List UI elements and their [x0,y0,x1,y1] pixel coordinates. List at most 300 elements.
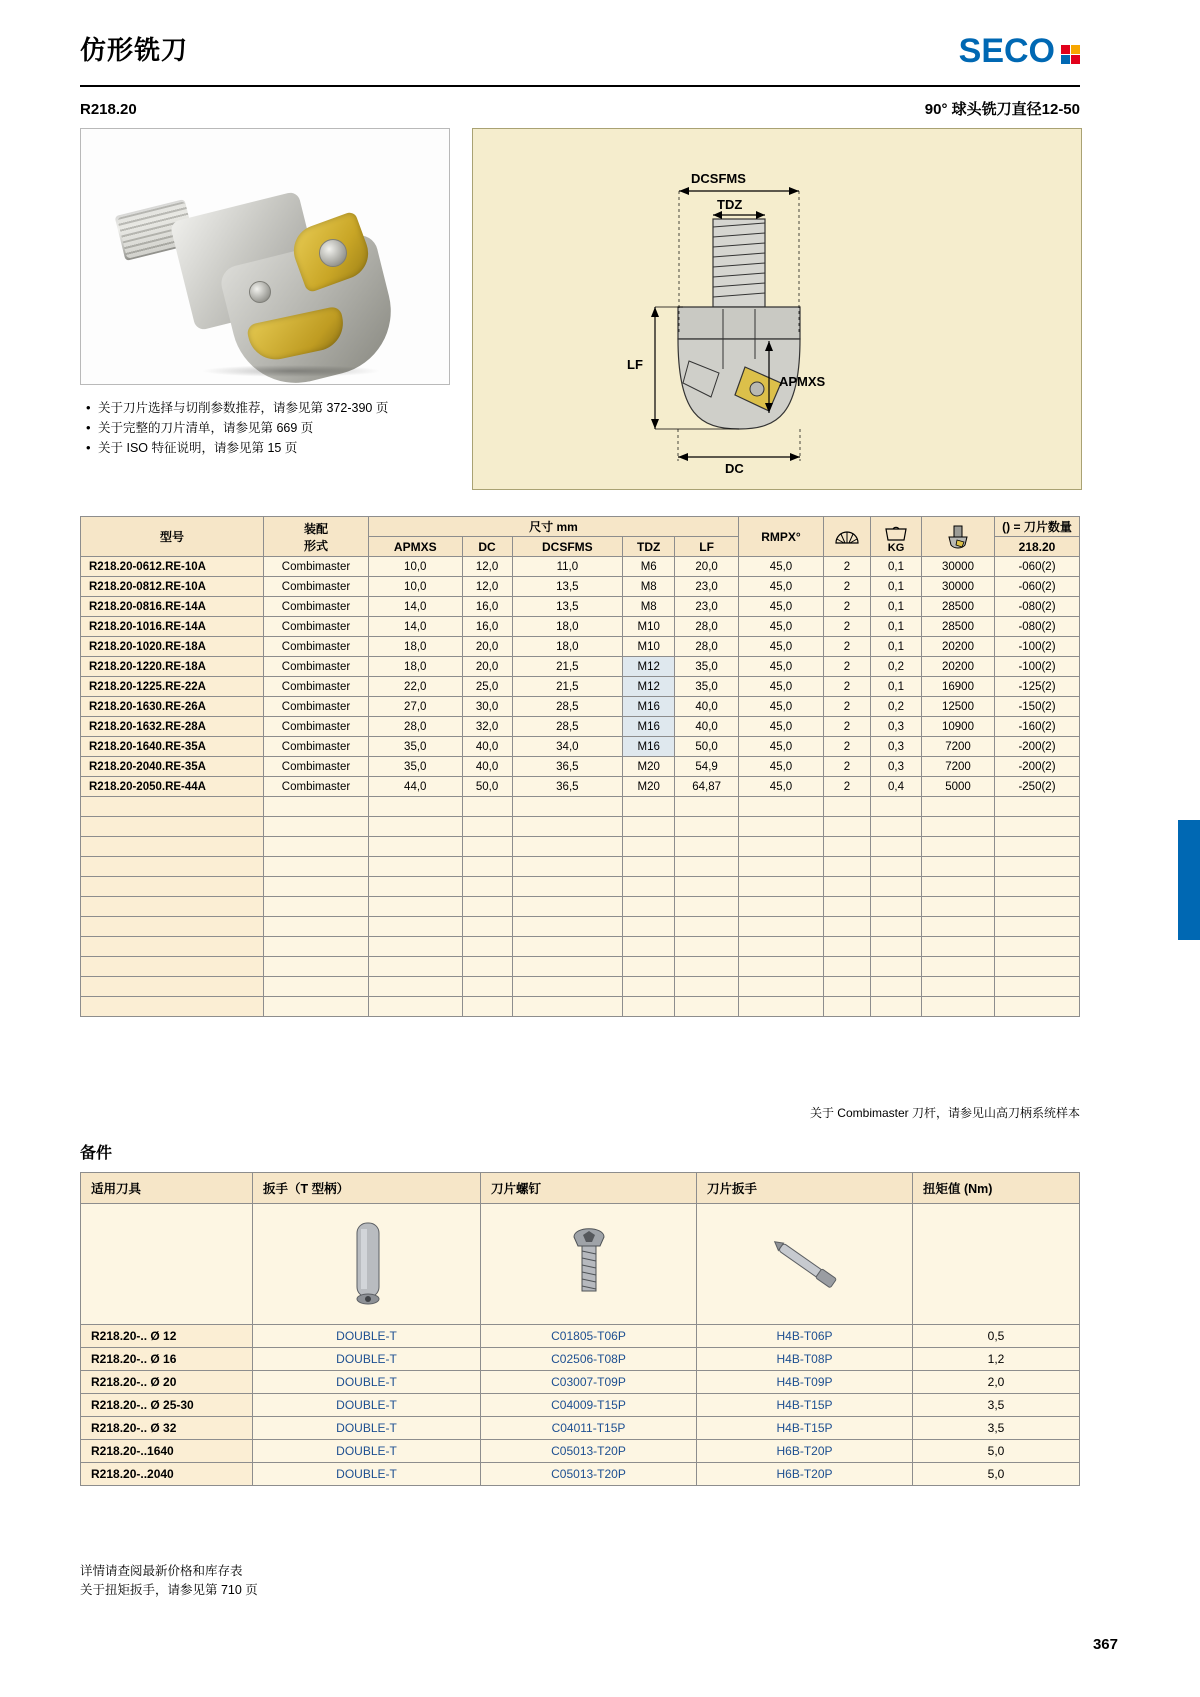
cell-dcsfms: 34,0 [512,737,623,757]
cell-empty [922,817,995,837]
cell-rmpx: 45,0 [739,577,824,597]
specification-table-body [81,557,1080,1017]
cell-rmpx: 45,0 [739,697,824,717]
table-row [81,737,1080,757]
table-row [81,597,1080,617]
cell-model: R218.20-1640.RE-35A [81,737,264,757]
diagram-label-lf: LF [627,357,643,372]
cell-empty [995,877,1080,897]
col-insert-series: 218.20 [995,537,1080,557]
cell-dc: 40,0 [462,737,512,757]
cell-lf: 64,87 [675,777,739,797]
cell-empty [81,797,264,817]
cell-rmpx: 45,0 [739,597,824,617]
cell-rmpx: 45,0 [739,777,824,797]
cell-empty [264,997,369,1017]
note-text: 关于刀片选择与切削参数推荐，请参见第 372-390 页 [98,401,389,415]
cell-apmxs: 18,0 [369,637,463,657]
cell-model: R218.20-1630.RE-26A [81,697,264,717]
cell-model: R218.20-2040.RE-35A [81,757,264,777]
cell-teeth: 2 [824,557,871,577]
cell-rmpx: 45,0 [739,637,824,657]
cell-assembly: Combimaster [264,557,369,577]
cell-empty [824,897,871,917]
cell-lf: 54,9 [675,757,739,777]
cell-tdz: M16 [623,737,675,757]
cell-empty [369,977,463,997]
cell-rmpx: 45,0 [739,617,824,637]
cell-empty [995,897,1080,917]
table-row [81,617,1080,637]
cell-teeth: 2 [824,577,871,597]
cell-tdz: M12 [623,657,675,677]
table-row-empty [81,897,1080,917]
cell-empty [264,797,369,817]
cell-model: R218.20-1220.RE-18A [81,657,264,677]
page-title: 仿形铣刀 [80,35,189,65]
cell-kg: 0,1 [871,557,922,577]
accessories-image-row [81,1204,1080,1325]
col-rpm [922,517,995,557]
cell-empty [81,837,264,857]
cell-empty [675,937,739,957]
cell-dc: 40,0 [462,757,512,777]
cell-apmxs: 14,0 [369,597,463,617]
logo-text: SECO [958,32,1055,70]
cell-dcsfms: 11,0 [512,557,623,577]
cell-empty [369,997,463,1017]
header-divider [80,85,1080,87]
cell-dcsfms: 13,5 [512,597,623,617]
cell-teeth: 2 [824,677,871,697]
table-row-empty [81,857,1080,877]
acc-col-wrench: 扳手（T 型柄） [253,1173,481,1204]
cell-empty [462,957,512,977]
cell-empty [824,817,871,837]
cell-empty [512,877,623,897]
cell-apmxs: 22,0 [369,677,463,697]
cell-apmxs: 14,0 [369,617,463,637]
cell-torque: 5,0 [913,1463,1080,1486]
cell-tool: R218.20-..1640 [81,1440,253,1463]
cell-empty [512,917,623,937]
cell-empty [739,797,824,817]
table-row-empty [81,937,1080,957]
accessories-header-row [81,1173,1080,1204]
cell-empty [922,997,995,1017]
cell-dc: 25,0 [462,677,512,697]
cell-kg: 0,1 [871,577,922,597]
cell-empty [623,937,675,957]
col-assembly-line2: 形式 [303,538,328,553]
weight-icon [883,520,909,542]
cell-empty [922,937,995,957]
cell-empty [369,817,463,837]
cell-screw: C05013-T20P [481,1463,697,1486]
table-row [81,1348,1080,1371]
cell-lf: 23,0 [675,577,739,597]
cell-empty [871,997,922,1017]
cell-empty [623,797,675,817]
cell-wrench: DOUBLE-T [253,1348,481,1371]
cell-screw: C04011-T15P [481,1417,697,1440]
cell-tool: R218.20-.. Ø 12 [81,1325,253,1348]
cell-insert: -080(2) [995,617,1080,637]
cell-empty [922,977,995,997]
cell-model: R218.20-1020.RE-18A [81,637,264,657]
cell-screw: C05013-T20P [481,1440,697,1463]
cell-empty [995,997,1080,1017]
cell-tool: R218.20-..2040 [81,1463,253,1486]
cell-empty [462,977,512,997]
cell-key: H4B-T08P [697,1348,913,1371]
product-description: 90° 球头铣刀直径12-50 [924,101,1080,118]
cell-tdz: M12 [623,677,675,697]
cell-empty [81,897,264,917]
cell-model: R218.20-2050.RE-44A [81,777,264,797]
cell-tdz: M6 [623,557,675,577]
cell-rpm: 30000 [922,577,995,597]
cell-empty [369,857,463,877]
table-row [81,677,1080,697]
cell-empty [995,797,1080,817]
cell-teeth: 2 [824,657,871,677]
cell-model: R218.20-1016.RE-14A [81,617,264,637]
table-row [81,1371,1080,1394]
cell-empty [871,957,922,977]
insert-screw-icon [564,1213,614,1313]
acc-col-torque: 扭矩值 (Nm) [913,1173,1080,1204]
cell-empty [739,937,824,957]
table-row [81,697,1080,717]
col-teeth [824,517,871,557]
cell-dc: 32,0 [462,717,512,737]
rpm-icon [941,524,975,550]
cell-tdz: M8 [623,577,675,597]
cell-empty [871,877,922,897]
cell-tdz: M20 [623,757,675,777]
cell-model: R218.20-0812.RE-10A [81,577,264,597]
cell-empty [512,857,623,877]
cell-torque: 2,0 [913,1371,1080,1394]
cell-dcsfms: 28,5 [512,717,623,737]
cell-kg: 0,2 [871,697,922,717]
cell-empty [675,977,739,997]
cell-empty [922,877,995,897]
cell-insert: -080(2) [995,597,1080,617]
table-row [81,1440,1080,1463]
cell-key: H4B-T09P [697,1371,913,1394]
cell-wrench: DOUBLE-T [253,1325,481,1348]
cell-empty [512,897,623,917]
cell-empty [264,917,369,937]
cell-lf: 40,0 [675,717,739,737]
cell-empty [871,817,922,837]
cell-empty [995,957,1080,977]
table-row [81,1394,1080,1417]
cell-empty [81,977,264,997]
cell-empty [675,877,739,897]
cell-apmxs: 10,0 [369,557,463,577]
cell-empty [264,937,369,957]
accessories-table-body [81,1325,1080,1486]
table-row [81,1417,1080,1440]
cell-empty [81,937,264,957]
cell-tool: R218.20-.. Ø 32 [81,1417,253,1440]
cell-empty [995,937,1080,957]
cell-empty [675,817,739,837]
diagram-label-apmxs: APMXS [779,374,826,389]
cell-tdz: M10 [623,637,675,657]
cell-wrench: DOUBLE-T [253,1463,481,1486]
cell-apmxs: 28,0 [369,717,463,737]
cell-kg: 0,1 [871,617,922,637]
cell-rmpx: 45,0 [739,757,824,777]
cell-dcsfms: 36,5 [512,757,623,777]
cell-empty [369,837,463,857]
cell-assembly: Combimaster [264,657,369,677]
cell-empty [369,797,463,817]
cell-torque: 0,5 [913,1325,1080,1348]
cell-kg: 0,1 [871,677,922,697]
cell-empty [81,957,264,977]
cell-teeth: 2 [824,737,871,757]
subheader [80,98,1080,119]
cell-empty [824,797,871,817]
cell-dc: 12,0 [462,577,512,597]
cell-rpm: 20200 [922,637,995,657]
list-item [86,438,466,458]
col-tdz: TDZ [623,537,675,557]
cell-empty [623,817,675,837]
cell-kg: 0,2 [871,657,922,677]
cell-dcsfms: 36,5 [512,777,623,797]
cell-empty [995,917,1080,937]
cell-empty [824,857,871,877]
cell-wrench: DOUBLE-T [253,1440,481,1463]
page-footnotes [80,1562,258,1600]
cell-empty [922,797,995,817]
footnote-2: 关于扭矩扳手，请参见第 710 页 [80,1583,258,1597]
cell-rpm: 20200 [922,657,995,677]
cell-empty [739,837,824,857]
cell-empty [512,957,623,977]
product-photo-illustration [81,129,449,384]
cell-wrench: DOUBLE-T [253,1394,481,1417]
acc-image-empty [81,1204,253,1325]
table-row [81,777,1080,797]
note-text: 关于完整的刀片清单，请参见第 669 页 [98,421,314,435]
cell-empty [623,897,675,917]
cell-empty [512,997,623,1017]
cell-rpm: 7200 [922,757,995,777]
cell-empty [739,877,824,897]
reference-notes [86,398,466,458]
cell-screw: C04009-T15P [481,1394,697,1417]
product-photo [80,128,450,385]
cell-empty [369,957,463,977]
cell-model: R218.20-1632.RE-28A [81,717,264,737]
cell-assembly: Combimaster [264,777,369,797]
cell-empty [871,837,922,857]
cell-empty [995,857,1080,877]
cell-empty [512,817,623,837]
cell-empty [995,977,1080,997]
cell-dc: 12,0 [462,557,512,577]
table-row [81,717,1080,737]
cell-insert: -125(2) [995,677,1080,697]
table-row-empty [81,917,1080,937]
cell-tool: R218.20-.. Ø 16 [81,1348,253,1371]
diagram-label-dcsfms: DCSFMS [691,171,746,186]
cell-empty [824,877,871,897]
table-row [81,657,1080,677]
cell-insert: -100(2) [995,637,1080,657]
table-header-group-row [81,517,1080,537]
accessories-title: 备件 [80,1145,113,1162]
cell-lf: 35,0 [675,657,739,677]
cell-rmpx: 45,0 [739,737,824,757]
cell-empty [871,937,922,957]
cell-model: R218.20-0612.RE-10A [81,557,264,577]
cell-empty [824,997,871,1017]
cell-wrench: DOUBLE-T [253,1417,481,1440]
cell-empty [739,817,824,837]
cell-empty [81,917,264,937]
cell-dcsfms: 21,5 [512,677,623,697]
cell-empty [623,877,675,897]
cell-screw: C03007-T09P [481,1371,697,1394]
cell-empty [922,837,995,857]
cell-empty [739,897,824,917]
cell-lf: 28,0 [675,617,739,637]
cell-empty [512,837,623,857]
table-row [81,637,1080,657]
col-assembly [264,517,369,557]
cell-empty [739,917,824,937]
tool-dimension-drawing [473,129,1081,489]
col-insert-group: () = 刀片数量 [995,517,1080,537]
col-assembly-line1: 装配 [303,521,328,536]
cell-empty [922,897,995,917]
cell-empty [824,957,871,977]
cell-dcsfms: 18,0 [512,637,623,657]
cell-empty [81,817,264,837]
col-apmxs: APMXS [369,537,463,557]
table-row-empty [81,817,1080,837]
cell-empty [675,897,739,917]
cell-rpm: 7200 [922,737,995,757]
cell-teeth: 2 [824,617,871,637]
cell-empty [871,977,922,997]
cell-empty [512,937,623,957]
acc-col-screw: 刀片螺钉 [481,1173,697,1204]
cell-empty [739,857,824,877]
cell-empty [824,937,871,957]
cell-empty [675,797,739,817]
col-weight [871,517,922,557]
acc-image-key [697,1204,913,1325]
cell-empty [369,877,463,897]
cell-empty [871,897,922,917]
list-item [86,418,466,438]
table-row [81,1325,1080,1348]
acc-col-tool: 适用刀具 [81,1173,253,1204]
cell-empty [824,837,871,857]
cell-empty [675,997,739,1017]
cell-tool: R218.20-.. Ø 20 [81,1371,253,1394]
cell-empty [512,797,623,817]
col-group-dimensions: 尺寸 mm [369,517,739,537]
cell-empty [512,977,623,997]
cell-empty [264,817,369,837]
cell-teeth: 2 [824,637,871,657]
cell-empty [824,977,871,997]
cell-assembly: Combimaster [264,697,369,717]
cell-teeth: 2 [824,757,871,777]
cell-empty [264,977,369,997]
cell-dc: 16,0 [462,617,512,637]
col-model: 型号 [81,517,264,557]
section-tab [1178,820,1200,940]
cell-assembly: Combimaster [264,677,369,697]
cell-kg: 0,3 [871,717,922,737]
cell-screw: C02506-T08P [481,1348,697,1371]
cell-empty [675,957,739,977]
cell-tdz: M10 [623,617,675,637]
cell-model: R218.20-0816.RE-14A [81,597,264,617]
bullet-icon: • [86,400,91,415]
cell-screw: C01805-T06P [481,1325,697,1348]
cell-tdz: M8 [623,597,675,617]
cell-dcsfms: 28,5 [512,697,623,717]
cell-empty [824,917,871,937]
cell-empty [462,837,512,857]
table-row [81,757,1080,777]
cell-key: H4B-T15P [697,1394,913,1417]
cell-teeth: 2 [824,777,871,797]
cell-teeth: 2 [824,717,871,737]
accessories-table [80,1172,1080,1486]
cell-empty [462,857,512,877]
cell-empty [995,837,1080,857]
cell-rpm: 12500 [922,697,995,717]
cell-lf: 28,0 [675,637,739,657]
table-row [81,557,1080,577]
cell-insert: -200(2) [995,757,1080,777]
cell-empty [871,917,922,937]
technical-diagram [472,128,1082,490]
cell-empty [264,897,369,917]
cell-rpm: 28500 [922,597,995,617]
cell-empty [922,857,995,877]
cell-apmxs: 44,0 [369,777,463,797]
cell-empty [264,877,369,897]
cell-kg: 0,1 [871,637,922,657]
cell-dcsfms: 18,0 [512,617,623,637]
col-weight-label: KG [887,541,905,554]
teeth-icon [832,527,862,547]
acc-image-wrench [253,1204,481,1325]
cell-insert: -150(2) [995,697,1080,717]
cell-assembly: Combimaster [264,737,369,757]
cell-empty [81,997,264,1017]
cell-rmpx: 45,0 [739,677,824,697]
cell-apmxs: 18,0 [369,657,463,677]
cell-kg: 0,3 [871,737,922,757]
col-lf: LF [675,537,739,557]
cell-key: H4B-T15P [697,1417,913,1440]
